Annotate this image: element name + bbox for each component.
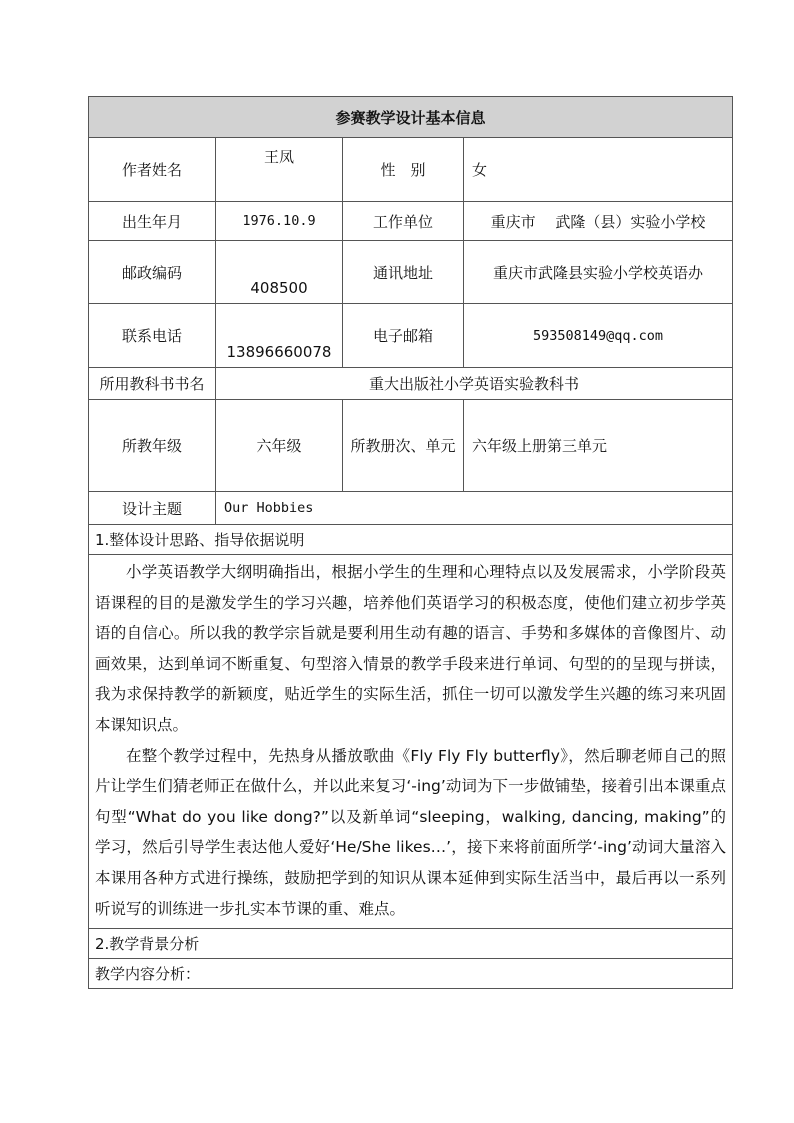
postcode-value: 408500 [216, 241, 343, 304]
work-label: 工作单位 [343, 202, 464, 241]
section-2-title: 2.教学背景分析 [89, 929, 733, 959]
birth-label: 出生年月 [89, 202, 216, 241]
postcode-label: 邮政编码 [89, 241, 216, 304]
section-2-subtitle: 教学内容分析： [89, 959, 733, 989]
volume-value: 六年级上册第三单元 [464, 400, 733, 492]
gender-label: 性 别 [343, 138, 464, 202]
table-title: 参赛教学设计基本信息 [89, 97, 733, 138]
textbook-value: 重大出版社小学英语实验教科书 [216, 368, 733, 400]
address-value: 重庆市武隆县实验小学校英语办 [464, 241, 733, 304]
address-label: 通讯地址 [343, 241, 464, 304]
email-label: 电子邮箱 [343, 304, 464, 368]
email-value: 593508149@qq.com [464, 304, 733, 368]
section-1-paragraph-1: 小学英语教学大纲明确指出，根据小学生的生理和心理特点以及发展需求，小学阶段英语课程的目的是激发学生的学习兴趣，培养他们英语学习的积极态度，使他们建立初步学英语的自信心。所以我的教学宗旨就是要利用生动有趣的语言、手势和多媒体的音像图片、动画效果，达到单词不断重复、句型溶入情景的教学手段来进行单词、句型的的呈现与拼读，我为求保持教学的新颖度，贴近学生的实际生活，抓住一切可以激发学生兴趣的练习来巩固本课知识点。 [95, 563, 727, 734]
phone-value: 13896660078 [216, 304, 343, 368]
birth-value: 1976.10.9 [216, 202, 343, 241]
section-1-paragraph-2: 在整个教学过程中，先热身从播放歌曲《Fly Fly Fly butterfly》，然后聊老师自己的照片让学生们猜老师正在做什么，并以此来复习‘-ing’动词为下一步做铺垫，接着引出本课重点句型“What do you like dong?”以及新单词“sleeping，walking, dancing, making”的学习，然后引导学生表达他人爱好‘He/She likes…’，接下来将前面所学‘-ing’动词大量溶入本课用各种方式进行操练，鼓励把学到的知识从课本延伸到实际生活当中，最后再以一系列听说写的训练进一步扎实本节课的重、难点。 [95, 746, 727, 918]
section-1-title: 1.整体设计思路、指导依据说明 [89, 525, 733, 555]
work-value: 重庆市 武隆（县）实验小学校 [464, 202, 733, 241]
gender-value: 女 [464, 138, 733, 202]
grade-label: 所教年级 [89, 400, 216, 492]
textbook-label: 所用教科书书名 [89, 368, 216, 400]
volume-label: 所教册次、单元 [343, 400, 464, 492]
phone-label: 联系电话 [89, 304, 216, 368]
author-value: 王凤 [216, 138, 343, 202]
grade-value: 六年级 [216, 400, 343, 492]
section-1-body [89, 555, 733, 929]
theme-value: Our Hobbies [216, 492, 733, 525]
theme-label: 设计主题 [89, 492, 216, 525]
author-label: 作者姓名 [89, 138, 216, 202]
info-table [88, 96, 733, 989]
